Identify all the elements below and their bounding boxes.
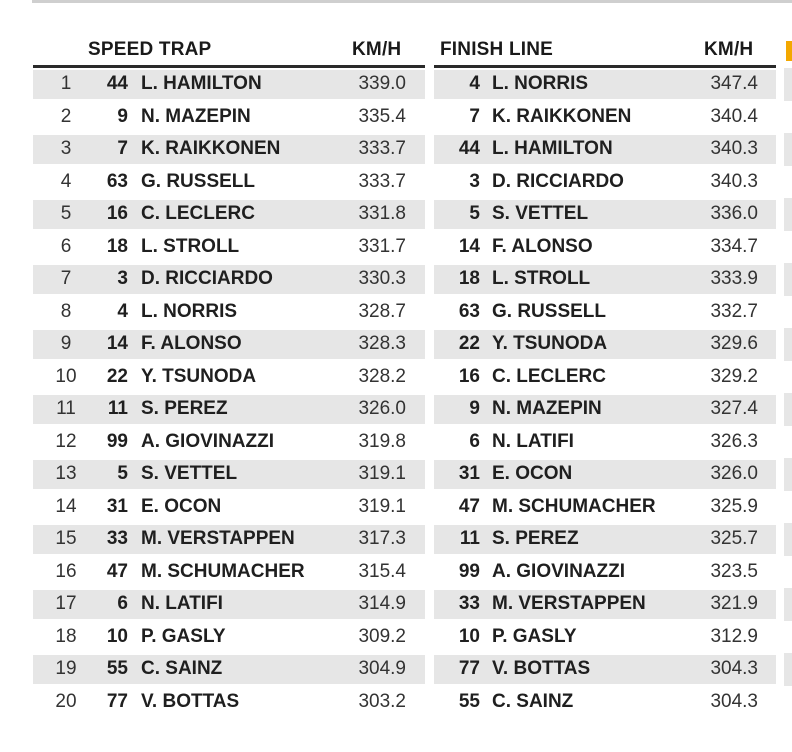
- speed-trap-car-number: 9: [117, 105, 128, 127]
- finish-line-driver: S. PEREZ: [492, 528, 579, 549]
- finish-line-speed: 329.2: [710, 365, 758, 387]
- finish-line-driver: F. ALONSO: [492, 235, 593, 257]
- finish-line-speed: 327.4: [710, 398, 758, 419]
- speed-trap-speed: 339.0: [358, 73, 406, 94]
- position-number: 11: [56, 398, 76, 419]
- speed-trap-speed: 319.8: [358, 430, 406, 452]
- speed-trap-car-number: 11: [107, 398, 128, 419]
- speed-trap-kmh-header: KM/H: [352, 39, 402, 60]
- speed-trap-speed: 328.2: [358, 365, 406, 387]
- finish-line-driver: L. NORRIS: [492, 73, 589, 94]
- speed-trap-speed: 335.4: [358, 105, 406, 127]
- speed-trap-car-number: 4: [117, 300, 128, 322]
- position-number: 17: [55, 593, 77, 614]
- finish-line-driver: C. SAINZ: [492, 690, 574, 712]
- table-row: [0, 231, 792, 264]
- speed-trap-car-number: 31: [106, 495, 128, 517]
- table-row: [0, 328, 792, 361]
- speed-trap-driver: M. SCHUMACHER: [141, 560, 305, 582]
- speed-trap-driver: N. MAZEPIN: [141, 105, 251, 127]
- speed-trap-speed: 319.1: [358, 463, 406, 484]
- speed-trap-driver: C. LECLERC: [141, 203, 255, 224]
- position-number: 18: [55, 625, 77, 647]
- finish-line-car-number: 9: [469, 398, 480, 419]
- speed-trap-driver: S. PEREZ: [141, 398, 228, 419]
- speed-trap-speed: 326.0: [358, 398, 406, 419]
- speed-trap-driver: M. VERSTAPPEN: [141, 528, 295, 549]
- speed-trap-speed: 333.7: [358, 170, 406, 192]
- speed-trap-car-number: 7: [117, 138, 128, 159]
- finish-line-speed: 334.7: [710, 235, 758, 257]
- finish-line-speed: 340.3: [710, 170, 758, 192]
- finish-line-driver: Y. TSUNODA: [492, 333, 608, 354]
- finish-line-speed: 332.7: [710, 300, 758, 322]
- speed-trap-car-number: 33: [106, 528, 128, 549]
- table-row: [0, 166, 792, 199]
- finish-line-driver: L. HAMILTON: [492, 138, 613, 159]
- finish-line-speed: 329.6: [710, 333, 758, 354]
- speed-trap-driver: S. VETTEL: [141, 463, 238, 484]
- finish-line-speed: 347.4: [710, 73, 758, 94]
- speed-trap-speed: 309.2: [358, 625, 406, 647]
- finish-line-driver: N. MAZEPIN: [492, 398, 602, 419]
- speed-trap-car-number: 63: [106, 170, 128, 192]
- speed-trap-driver: E. OCON: [141, 495, 222, 517]
- speed-trap-driver: L. NORRIS: [141, 300, 238, 322]
- speed-trap-speed: 331.8: [358, 203, 406, 224]
- finish-line-driver: P. GASLY: [492, 625, 577, 647]
- speed-trap-car-number: 16: [106, 203, 128, 224]
- table-row: [0, 198, 792, 231]
- speed-trap-car-number: 77: [106, 690, 128, 712]
- speed-trap-driver: F. ALONSO: [141, 333, 242, 354]
- position-number: 8: [60, 300, 72, 322]
- finish-line-car-number: 31: [458, 463, 480, 484]
- finish-line-speed: 340.4: [710, 105, 758, 127]
- finish-line-driver: L. STROLL: [492, 268, 591, 289]
- speed-trap-car-number: 6: [117, 593, 128, 614]
- top-divider: [32, 0, 792, 3]
- table-row: [0, 653, 792, 686]
- position-number: 3: [60, 138, 72, 159]
- finish-line-car-number: 77: [458, 658, 480, 679]
- finish-line-car-number: 63: [458, 300, 480, 322]
- finish-line-car-number: 6: [469, 430, 480, 452]
- speed-trap-car-number: 5: [117, 463, 128, 484]
- finish-line-car-number: 5: [469, 203, 480, 224]
- speed-trap-speed: 333.7: [358, 138, 406, 159]
- finish-line-car-number: 11: [459, 528, 480, 549]
- speed-trap-driver: L. HAMILTON: [141, 73, 262, 94]
- finish-line-driver: D. RICCIARDO: [492, 170, 624, 192]
- position-number: 12: [55, 430, 77, 452]
- position-number: 2: [60, 105, 72, 127]
- finish-line-car-number: 16: [458, 365, 480, 387]
- finish-line-driver: C. LECLERC: [492, 365, 606, 387]
- position-number: 15: [55, 528, 77, 549]
- speed-trap-driver: D. RICCIARDO: [141, 268, 273, 289]
- position-number: 9: [60, 333, 72, 354]
- speed-trap-driver: V. BOTTAS: [141, 690, 240, 712]
- speed-trap-car-number: 47: [106, 560, 128, 582]
- finish-line-car-number: 44: [458, 138, 480, 159]
- finish-line-speed: 326.0: [710, 463, 758, 484]
- finish-line-car-number: 18: [458, 268, 480, 289]
- speed-trap-driver: L. STROLL: [141, 235, 240, 257]
- speed-trap-driver: A. GIOVINAZZI: [141, 430, 274, 452]
- next-column-accent: [786, 41, 792, 61]
- speed-trap-speed: 314.9: [358, 593, 406, 614]
- table-row: [0, 426, 792, 459]
- finish-line-driver: M. VERSTAPPEN: [492, 593, 646, 614]
- speed-trap-header: SPEED TRAP: [88, 39, 212, 60]
- table-row: [0, 101, 792, 134]
- finish-line-driver: E. OCON: [492, 463, 573, 484]
- speed-trap-car-number: 3: [117, 268, 128, 289]
- table-row: [0, 686, 792, 719]
- finish-line-speed: 304.3: [710, 690, 758, 712]
- finish-line-car-number: 3: [469, 170, 480, 192]
- position-number: 5: [60, 203, 72, 224]
- table-row: [0, 588, 792, 621]
- finish-line-speed: 325.7: [710, 528, 758, 549]
- finish-line-car-number: 99: [458, 560, 480, 582]
- position-number: 10: [55, 365, 77, 387]
- position-number: 7: [60, 268, 72, 289]
- finish-line-driver: N. LATIFI: [492, 430, 574, 452]
- finish-line-speed: 325.9: [710, 495, 758, 517]
- speed-trap-speed: 315.4: [358, 560, 406, 582]
- speed-trap-driver: N. LATIFI: [141, 593, 223, 614]
- position-number: 13: [55, 463, 77, 484]
- finish-line-speed: 312.9: [710, 625, 758, 647]
- speed-trap-driver: Y. TSUNODA: [141, 365, 257, 387]
- speed-trap-speed: 303.2: [358, 690, 406, 712]
- finish-line-speed: 333.9: [710, 268, 758, 289]
- speed-trap-speed: 304.9: [358, 658, 406, 679]
- speed-trap-car-number: 99: [106, 430, 128, 452]
- finish-line-speed: 323.5: [710, 560, 758, 582]
- speed-trap-speed: 328.7: [358, 300, 406, 322]
- finish-line-speed: 326.3: [710, 430, 758, 452]
- finish-line-driver: M. SCHUMACHER: [492, 495, 656, 517]
- finish-line-car-number: 14: [458, 235, 480, 257]
- finish-line-kmh-header: KM/H: [704, 39, 754, 60]
- finish-line-driver: G. RUSSELL: [492, 300, 607, 322]
- speed-trap-driver: P. GASLY: [141, 625, 226, 647]
- finish-line-car-number: 10: [458, 625, 480, 647]
- speed-trap-driver: G. RUSSELL: [141, 170, 256, 192]
- finish-line-speed: 304.3: [710, 658, 758, 679]
- position-number: 4: [60, 170, 72, 192]
- finish-line-speed: 321.9: [710, 593, 758, 614]
- table-row: [0, 133, 792, 166]
- speed-trap-driver: C. SAINZ: [141, 658, 223, 679]
- table-row: [0, 263, 792, 296]
- speed-trap-driver: K. RAIKKONEN: [141, 138, 281, 159]
- position-number: 20: [55, 690, 77, 712]
- table-row: [0, 361, 792, 394]
- position-number: 19: [55, 658, 77, 679]
- finish-line-car-number: 47: [458, 495, 480, 517]
- speed-trap-speed: 317.3: [358, 528, 406, 549]
- table-row: [0, 458, 792, 491]
- finish-line-car-number: 33: [458, 593, 480, 614]
- table-row: [0, 621, 792, 654]
- finish-line-speed: 336.0: [710, 203, 758, 224]
- table-row: [0, 68, 792, 101]
- finish-line-car-number: 4: [469, 73, 480, 94]
- speed-trap-car-number: 55: [106, 658, 128, 679]
- position-number: 14: [55, 495, 77, 517]
- speed-trap-car-number: 10: [106, 625, 128, 647]
- speed-trap-car-number: 14: [106, 333, 128, 354]
- speed-table-body: [0, 68, 792, 718]
- speed-trap-speed: 331.7: [358, 235, 406, 257]
- table-row: [0, 523, 792, 556]
- table-row: [0, 393, 792, 426]
- finish-line-car-number: 55: [458, 690, 480, 712]
- position-number: 6: [60, 235, 72, 257]
- table-row: [0, 556, 792, 589]
- speed-trap-car-number: 22: [106, 365, 128, 387]
- finish-line-car-number: 7: [469, 105, 480, 127]
- speed-trap-car-number: 18: [106, 235, 128, 257]
- finish-line-driver: S. VETTEL: [492, 203, 589, 224]
- speed-trap-speed: 330.3: [358, 268, 406, 289]
- table-row: [0, 296, 792, 329]
- finish-line-car-number: 22: [458, 333, 480, 354]
- speed-trap-speed: 319.1: [358, 495, 406, 517]
- finish-line-header: FINISH LINE: [440, 39, 554, 60]
- speed-trap-speed: 328.3: [358, 333, 406, 354]
- speed-trap-car-number: 44: [106, 73, 128, 94]
- table-row: [0, 491, 792, 524]
- finish-line-driver: A. GIOVINAZZI: [492, 560, 625, 582]
- finish-line-speed: 340.3: [710, 138, 758, 159]
- position-number: 1: [60, 73, 72, 94]
- finish-line-driver: K. RAIKKONEN: [492, 105, 632, 127]
- finish-line-driver: V. BOTTAS: [492, 658, 591, 679]
- position-number: 16: [55, 560, 77, 582]
